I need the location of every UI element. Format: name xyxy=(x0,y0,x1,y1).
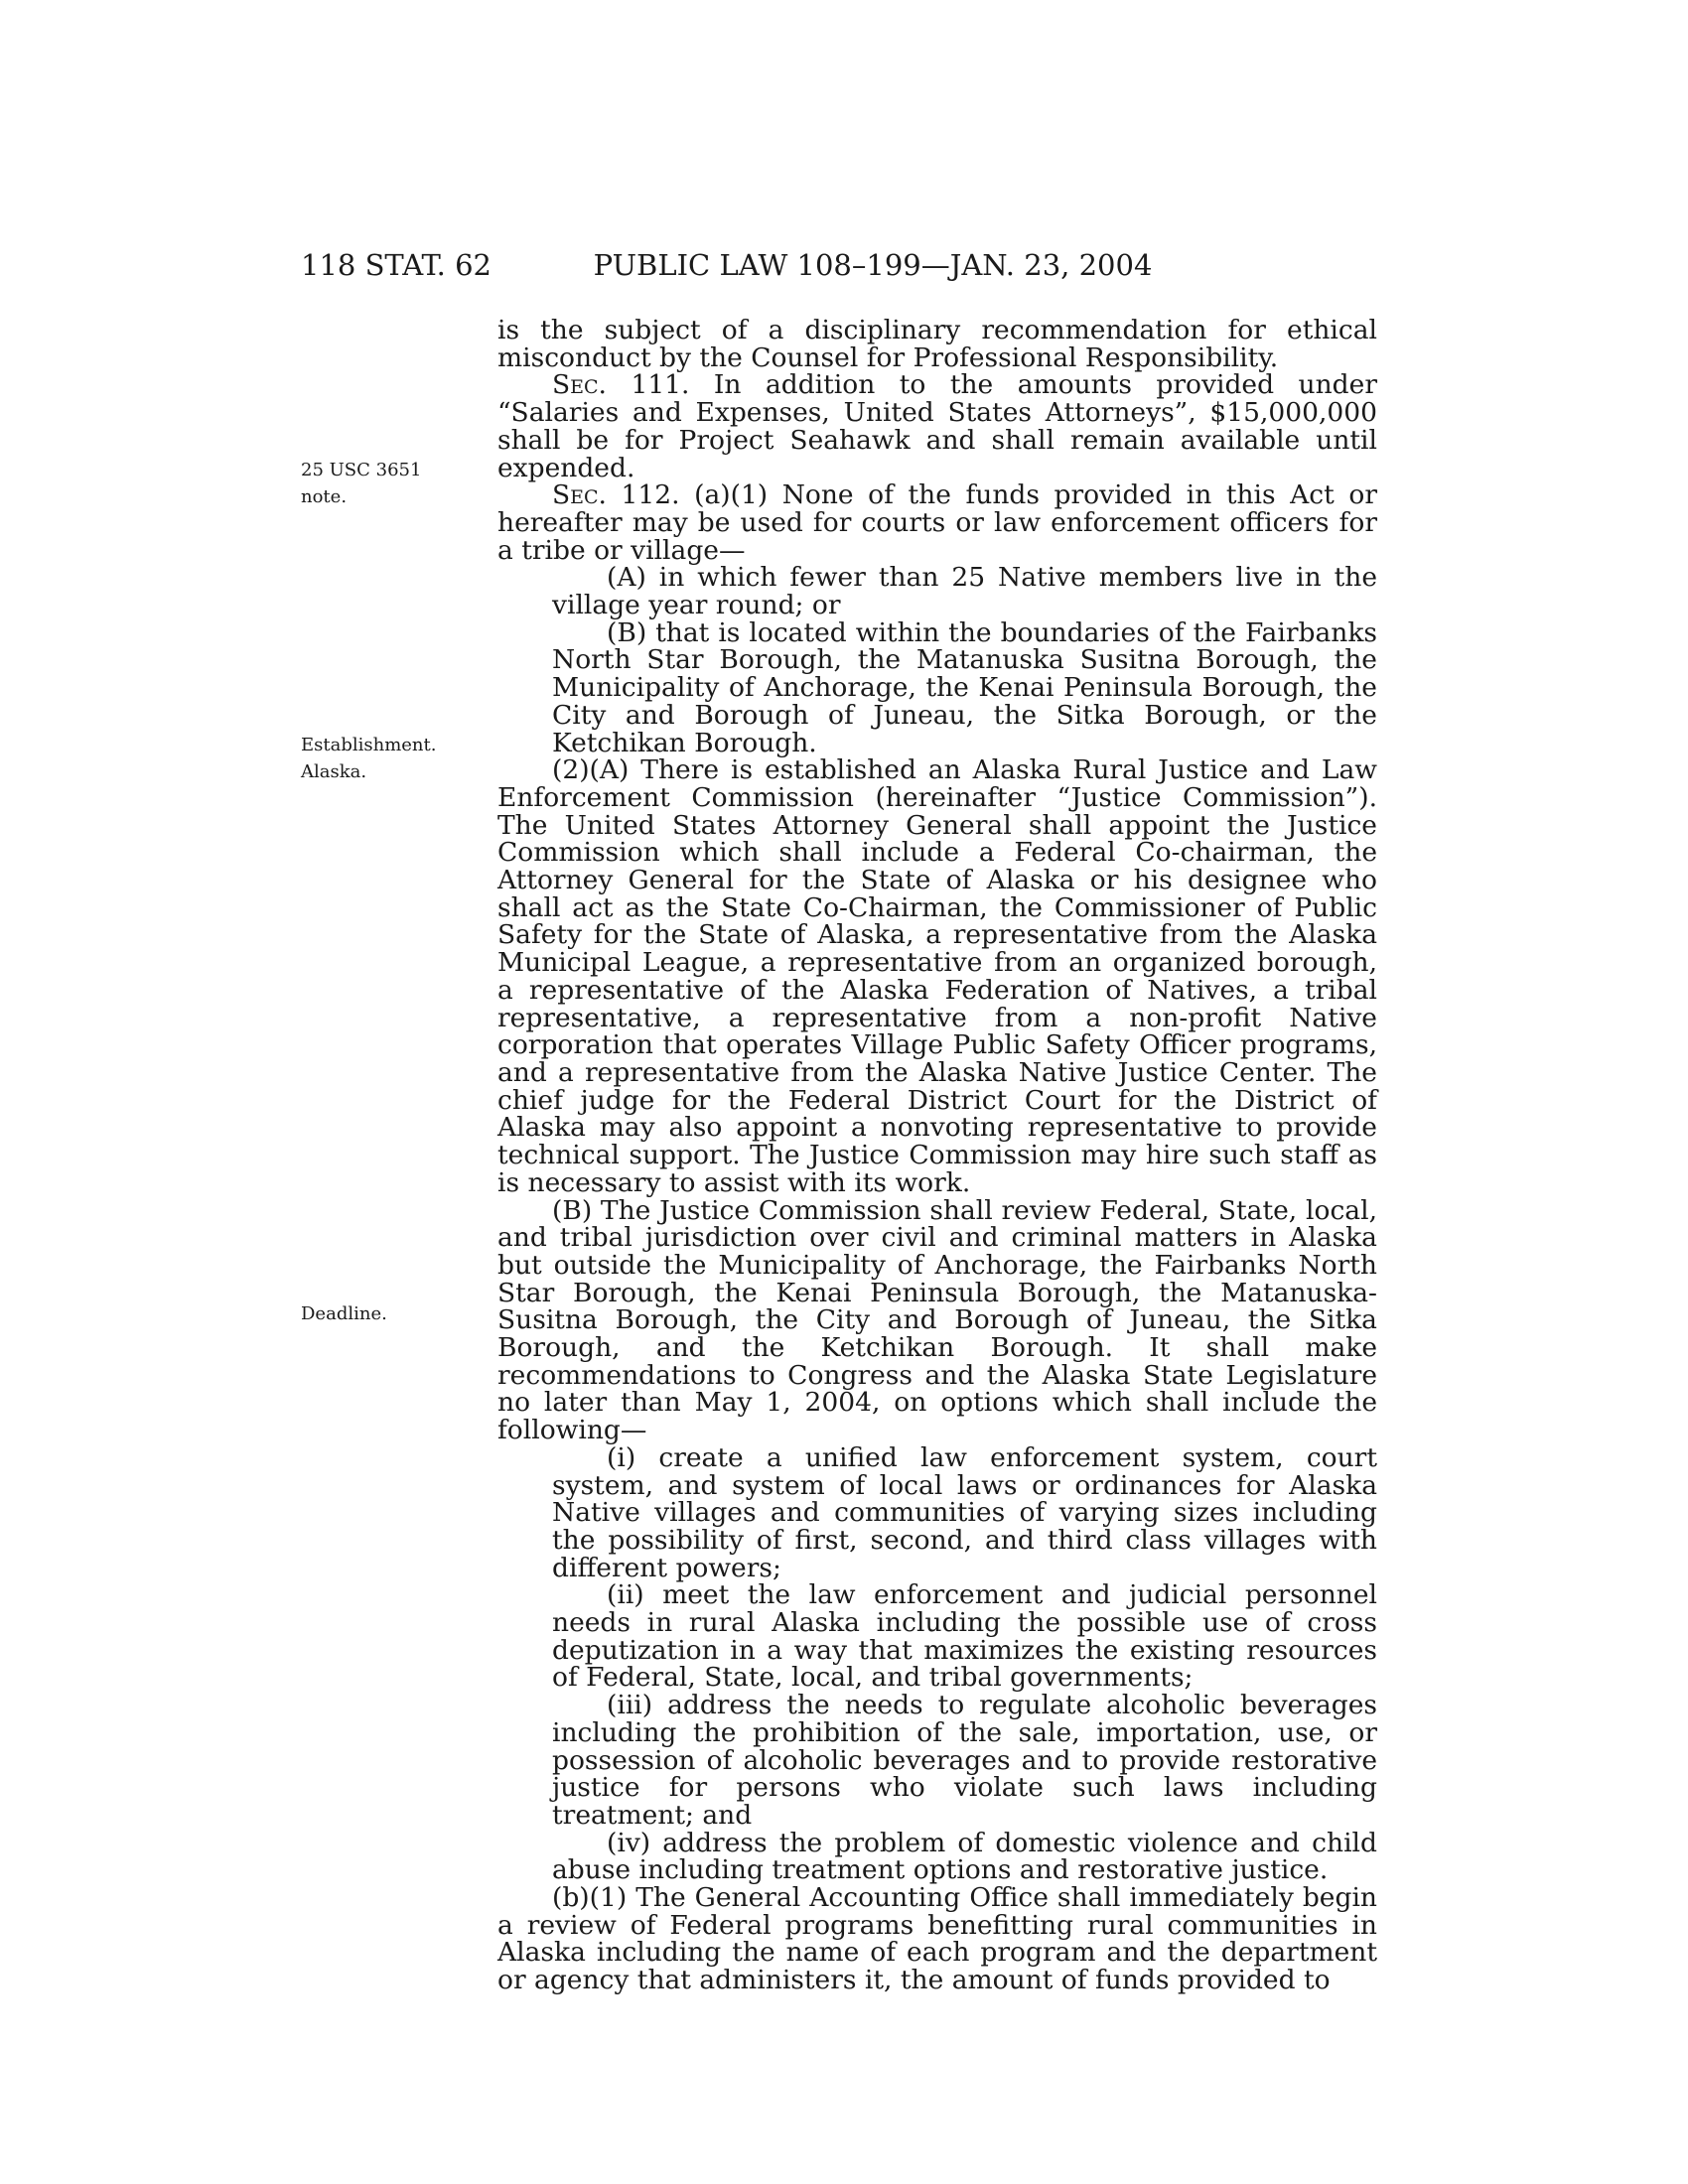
section-112-a1-B: (B) that is located within the boundaries of the Fairbanks North Star Borough, the Matanuska Susitna Borough, the Municipality of Anchorage, the Kenai Peninsula Borough, the City and Borough of Juneau, the Sitka Borough, or the Ketchikan Borough. xyxy=(552,616,1377,758)
margin-note-establishment-line2: Alaska. xyxy=(301,761,367,782)
section-112-a2-B-ii: (ii) meet the law enforcement and judicial personnel needs in rural Alaska including the possible use of cross deputization in a way that maximizes the existing resources of Federal, State, local, and tribal governments; xyxy=(552,1579,1377,1694)
margin-note-establishment-line1: Establishment. xyxy=(301,735,437,755)
margin-note-usc xyxy=(301,457,450,510)
section-112-a1-A: (A) in which fewer than 25 Native members live in the village year round; or xyxy=(552,562,1377,621)
section-111 xyxy=(497,371,1377,481)
margin-note-usc-line1: 25 USC 3651 xyxy=(301,460,422,480)
stat-page-number: 118 STAT. 62 xyxy=(301,248,492,282)
margin-note-deadline xyxy=(301,1300,450,1327)
section-111-label: Sec. 111. xyxy=(552,369,690,401)
section-112-a1-text: (a)(1) None of the funds provided in this Act or hereafter may be used for courts or law enforcement officers for a tribe or village— xyxy=(497,479,1377,566)
section-112-label: Sec. 112. xyxy=(552,479,680,511)
section-112-a2-B: (B) The Justice Commission shall review Federal, State, local, and tribal jurisdiction over civil and criminal matters in Alaska but outside the Municipality of Anchorage, the Fairbanks North Star Borough, the Kenai Peninsula Borough, the Matanuska-Susitna Borough, the City and Borough of Juneau, the Sitka Borough, and the Ketchikan Borough. It shall make recommendations to Congress and the Alaska State Legislature no later than May 1, 2004, on options which shall include the following— xyxy=(497,1194,1377,1446)
section-112-a2-B-iii: (iii) address the needs to regulate alcoholic beverages including the prohibition of the sale, importation, use, or possession of alcoholic beverages and to provide restorative justice for persons who violate such laws including treatment; and xyxy=(552,1690,1377,1831)
section-112-a1 xyxy=(497,481,1377,564)
public-law-title: PUBLIC LAW 108–199—JAN. 23, 2004 xyxy=(593,248,1153,282)
paragraph-continued: is the subject of a disciplinary recommendation for ethical misconduct by the Counsel for Professional Responsibility. xyxy=(497,315,1377,373)
statute-body xyxy=(497,317,1377,1994)
margin-note-usc-line2: note. xyxy=(301,486,348,507)
section-112-a2-A: (2)(A) There is established an Alaska Rural Justice and Law Enforcement Commission (hereinafter “Justice Commission”). The United States Attorney General shall appoint the Justice Commission which shall include a Federal Co-chairman, the Attorney General for the State of Alaska or his designee who shall act as the State Co-Chairman, the Commissioner of Public Safety for the State of Alaska, a representative from the Alaska Municipal League, a representative from an organized borough, a representative of the Alaska Federation of Natives, a tribal representative, a representative from a non-profit Native corporation that operates Village Public Safety Officer programs, and a representative from the Alaska Native Justice Center. The chief judge for the Federal District Court for the District of Alaska may also appoint a nonvoting representative to provide technical support. The Justice Commission may hire such staff as is necessary to assist with its work. xyxy=(497,754,1377,1198)
section-112-b1: (b)(1) The General Accounting Office shall immediately begin a review of Federal programs benefitting rural communities in Alaska including the name of each program and the department or agency that administers it, the amount of funds provided to xyxy=(497,1882,1377,1996)
page-header xyxy=(301,248,1375,288)
section-112-a2-B-iv: (iv) address the problem of domestic violence and child abuse including treatment options and restorative justice. xyxy=(552,1827,1377,1886)
margin-note-deadline-text: Deadline. xyxy=(301,1303,387,1324)
section-111-text: In addition to the amounts provided under “Salaries and Expenses, United States Attorneys”, $15,000,000 shall be for Project Seahawk and shall remain available until expended. xyxy=(497,369,1377,483)
section-112-a2-B-i: (i) create a unified law enforcement system, court system, and system of local laws or ordinances for Alaska Native villages and communities of varying sizes including the possibility of first, second, and third class villages with different powers; xyxy=(552,1441,1377,1583)
margin-note-establishment xyxy=(301,732,450,785)
